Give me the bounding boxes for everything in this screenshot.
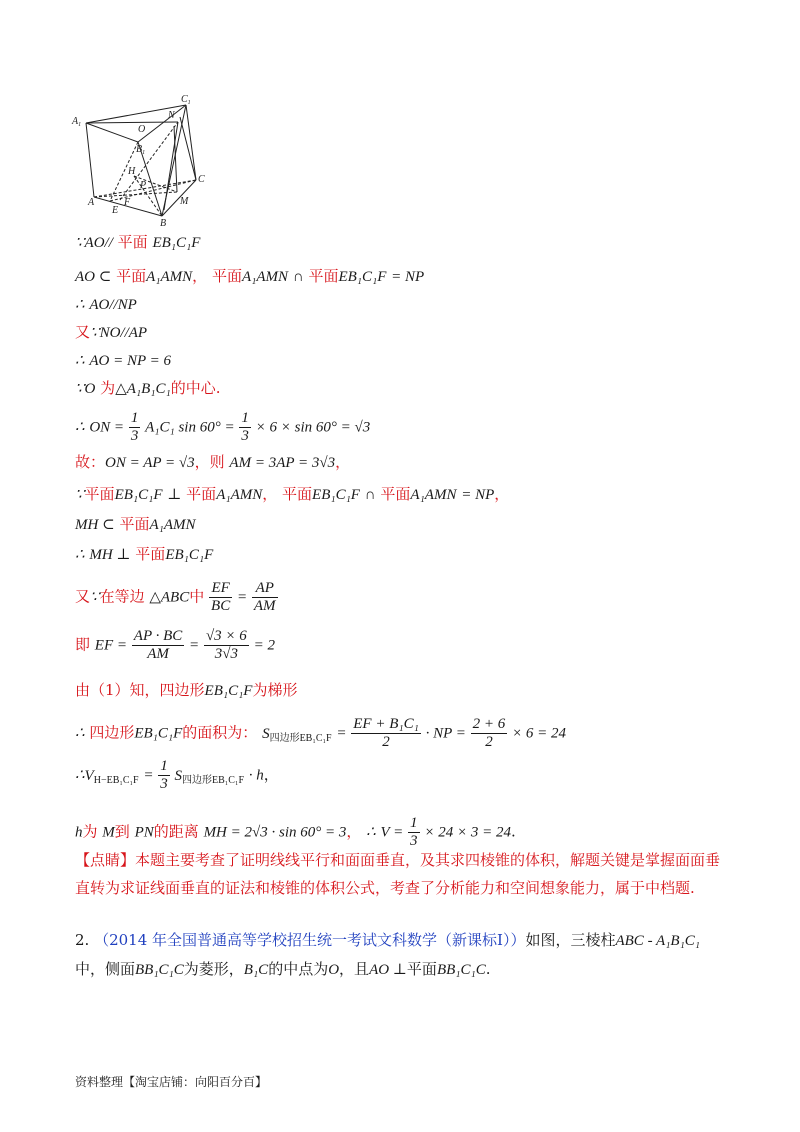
- fraction-one-third: $\frac{1}{3}$: [160, 758, 168, 792]
- step-14: 由（1）知，四边形EB₁C₁F为梯形: [75, 681, 298, 699]
- step-17: h为 M到 PN的距离 MH = 2√3 · sin 60° = 3， ∴ V = $\frac{1}{3}$ × 24 × 3 = 24.: [75, 815, 516, 849]
- prism-figure: [70, 92, 220, 227]
- edge: [162, 180, 196, 216]
- step-10: MH ⊂ 平面A₁AMN: [75, 515, 196, 533]
- label-M: M: [180, 196, 189, 207]
- edge: [86, 122, 178, 123]
- step-8: 故：ON = AP = √3，则 AM = 3AP = 3√3，: [75, 453, 351, 471]
- fraction-2plus6: $\frac{2 + 6}{2}$: [472, 716, 506, 750]
- footer: 资料整理【淘宝店铺：向阳百分百】: [75, 1075, 268, 1089]
- label-E: E: [112, 205, 119, 216]
- label-A1: $A_1$: [72, 116, 82, 128]
- step-6: ∵O 为△A₁B₁C₁的中心.: [75, 379, 221, 397]
- hidden-edge: [134, 176, 162, 216]
- edge: [180, 117, 196, 180]
- label-H: H: [128, 166, 136, 177]
- step-13: 即 EF = $\frac{AP \cdot BC}{AM}$ = $\frac{√3 \times 6}{3√3}$ = 2: [75, 628, 275, 662]
- edge: [186, 105, 196, 180]
- fraction-EF-B1C1: $\frac{\text{EF + B₁C₁}}{2}$: [353, 716, 419, 750]
- fraction-one-third: $\frac{1}{3}$: [241, 410, 249, 444]
- question-2: 2. （2014 年全国普通高等学校招生统一考试文科数学（新课标Ⅰ））如图，三棱柱ABC - A₁B₁C₁中，侧面BB₁C₁C为菱形，B₁C的中点为O，且AO ⊥平面BB₁C₁C.: [75, 931, 701, 978]
- label-C: C: [198, 174, 205, 185]
- step-5: ∴ AO = NP = 6: [75, 353, 171, 369]
- fraction-EF-BC: $\frac{EF}{BC}$: [211, 580, 231, 614]
- fraction-sqrt3x6: $\frac{√3 \times 6}{3√3}$: [205, 628, 247, 662]
- step-1: ∵AO// 平面 EB₁C₁F: [75, 233, 201, 251]
- step-16: $\therefore V_{H-EB_1C_1F}$ = $\frac{1}{3}$ $S_{四边形EB_1C_1F} \cdot h$，: [75, 758, 279, 792]
- edge: [86, 123, 94, 197]
- step-3: ∴ AO//NP: [75, 297, 137, 313]
- label-C1: $C_1$: [181, 94, 191, 106]
- step-15: ∴ 四边形EB₁C₁F的面积为： $S_{四边形EB_1C_1F}$ = $\frac{\text{EF + B₁C₁}}{2}$ · NP = $\frac{2 + 6}{2}$ × 6 = 24: [75, 716, 567, 750]
- fraction-one-third: $\frac{1}{3}$: [130, 410, 139, 444]
- label-A: A: [88, 197, 95, 208]
- label-B: B: [160, 218, 167, 227]
- label-F: F: [124, 197, 131, 208]
- fraction-AP-AM: $\frac{AP}{AM}$: [253, 580, 276, 614]
- label-O: O: [138, 124, 146, 135]
- step-12: 又∵在等边 △ABC中 $\frac{EF}{BC}$ = $\frac{AP}{AM}$: [75, 580, 276, 614]
- label-B1: $B_1$: [136, 144, 146, 156]
- step-11: ∴ MH ⊥ 平面EB₁C₁F: [75, 545, 214, 563]
- comment-note: 【点睛】本题主要考查了证明线线平行和面面垂直，及其求四棱锥的体积，解题关键是掌握面面垂直转为求证线面垂直的证法和棱锥的体积公式，考查了分析能力和空间想象能力，属于中档题.: [75, 851, 721, 897]
- step-7: ∴ ON = $\frac{1}{3}$ A₁C₁ sin 60° = $\frac{1}{3}$ × 6 × sin 60° = √3: [75, 410, 371, 444]
- step-9: ∵平面EB₁C₁F ⊥ 平面A₁AMN， 平面EB₁C₁F ∩ 平面A₁AMN = NP，: [75, 485, 510, 503]
- step-2: AO ⊂ 平面A₁AMN， 平面A₁AMN ∩ 平面EB₁C₁F = NP: [75, 267, 425, 285]
- step-4: 又∵NO//AP: [75, 323, 148, 341]
- fraction-one-third: $\frac{1}{3}$: [410, 815, 418, 849]
- edge: [86, 123, 138, 142]
- label-N: N: [168, 110, 175, 121]
- fraction-APBC-AM: $\frac{AP \cdot BC}{AM}$: [133, 628, 183, 662]
- label-P: P: [140, 180, 147, 191]
